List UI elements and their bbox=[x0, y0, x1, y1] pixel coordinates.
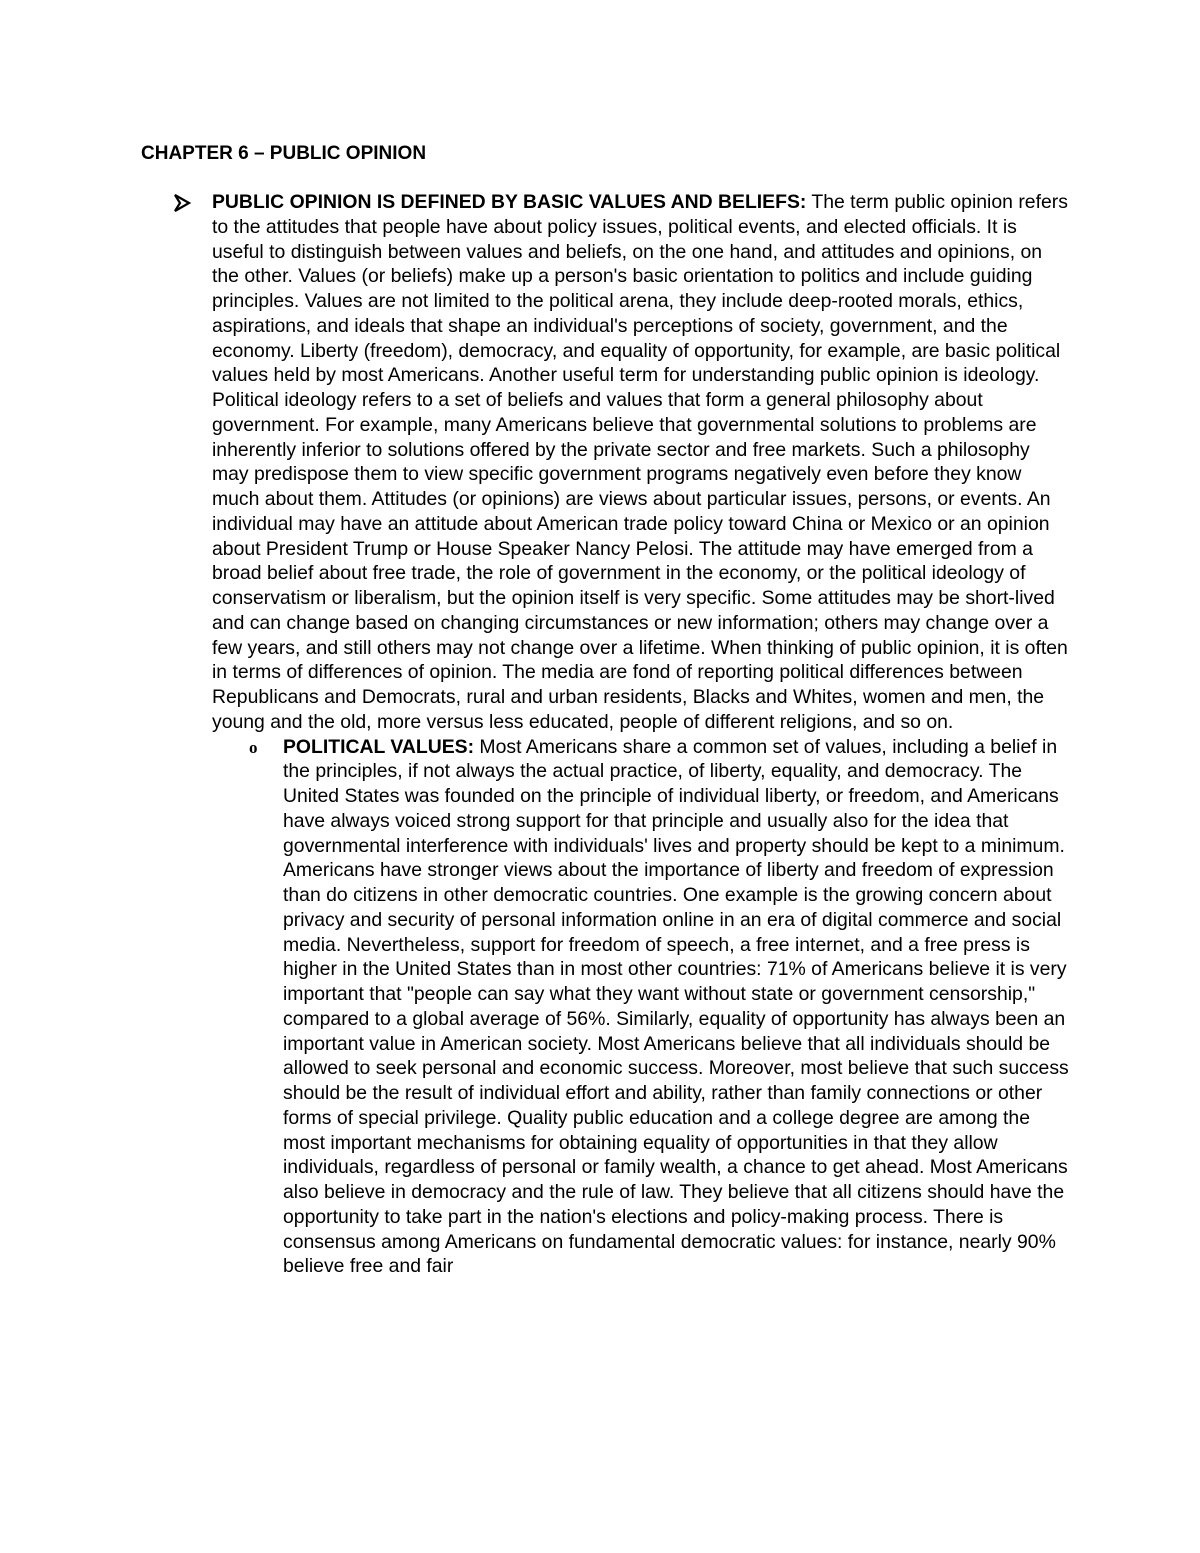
circle-bullet-icon: o bbox=[249, 737, 258, 757]
section-public-opinion bbox=[173, 190, 1073, 1279]
chapter-title: CHAPTER 6 – PUBLIC OPINION bbox=[141, 143, 427, 164]
section-heading: PUBLIC OPINION IS DEFINED BY BASIC VALUES AND BELIEFS: bbox=[212, 191, 807, 213]
subsection-political-values bbox=[173, 735, 1073, 1280]
section-paragraph bbox=[212, 190, 1068, 735]
subsection-paragraph bbox=[283, 735, 1073, 1280]
subsection-body: Most Americans share a common set of values, including a belief in the principles, if not always the actual practice, of liberty, equality, and democracy. The United States was founded on the principle of individual liberty, or freedom, and Americans have always voiced strong support for that principle and usually also for the idea that governmental interference with individuals' lives and property should be kept to a minimum. Americans have stronger views about the importance of liberty and freedom of expression than do citizens in other democratic countries. One example is the growing concern about privacy and security of personal information online in an era of digital commerce and social media. Nevertheless, support for freedom of speech, a free internet, and a free press is higher in the United States than in most other countries: 71% of Americans believe it is very important that "people can say what they want without state or government censorship," compared to a global average of 56%. Similarly, equality of opportunity has always been an important value in American society. Most Americans believe that all individuals should be allowed to seek personal and economic success. Moreover, most believe that such success should be the result of individual effort and ability, rather than family connections or other forms of special privilege. Quality public education and a college degree are among the most important mechanisms for obtaining equality of opportunities in that they allow individuals, regardless of personal or family wealth, a chance to get ahead. Most Americans also believe in democracy and the rule of law. They believe that all citizens should have the opportunity to take part in the nation's elections and policy-making process. There is consensus among Americans on fundamental democratic values: for instance, nearly 90% believe free and fair bbox=[283, 735, 1069, 1278]
section-body: The term public opinion refers to the attitudes that people have about policy issues, political events, and elected officials. It is useful to distinguish between values and beliefs, on the one hand, and attitudes and opinions, on the other. Values (or beliefs) make up a person's basic orientation to politics and include guiding principles. Values are not limited to the political arena, they include deep-rooted morals, ethics, aspirations, and ideals that shape an individual's perceptions of society, government, and the economy. Liberty (freedom), democracy, and equality of opportunity, for example, are basic political values held by most Americans. Another useful term for understanding public opinion is ideology. Political ideology refers to a set of beliefs and values that form a general philosophy about government. For example, many Americans believe that governmental solutions to problems are inherently inferior to solutions offered by the private sector and free markets. Such a philosophy may predispose them to view specific government programs negatively even before they know much about them. Attitudes (or opinions) are views about particular issues, persons, or events. An individual may have an attitude about American trade policy toward China or Mexico or an opinion about President Trump or House Speaker Nancy Pelosi. The attitude may have emerged from a broad belief about free trade, the role of government in the economy, or the political ideology of conservatism or liberalism, but the opinion itself is very specific. Some attitudes may be short-lived and can change based on changing circumstances or new information; others may change over a few years, and still others may not change over a lifetime. When thinking of public opinion, it is often in terms of differences of opinion. The media are fond of reporting political differences between Republicans and Democrats, rural and urban residents, Blacks and Whites, women and men, the young and the old, more versus less educated, people of different religions, and so on. bbox=[212, 191, 1068, 733]
arrow-bullet-icon bbox=[173, 192, 191, 214]
subsection-heading: POLITICAL VALUES: bbox=[283, 735, 475, 758]
